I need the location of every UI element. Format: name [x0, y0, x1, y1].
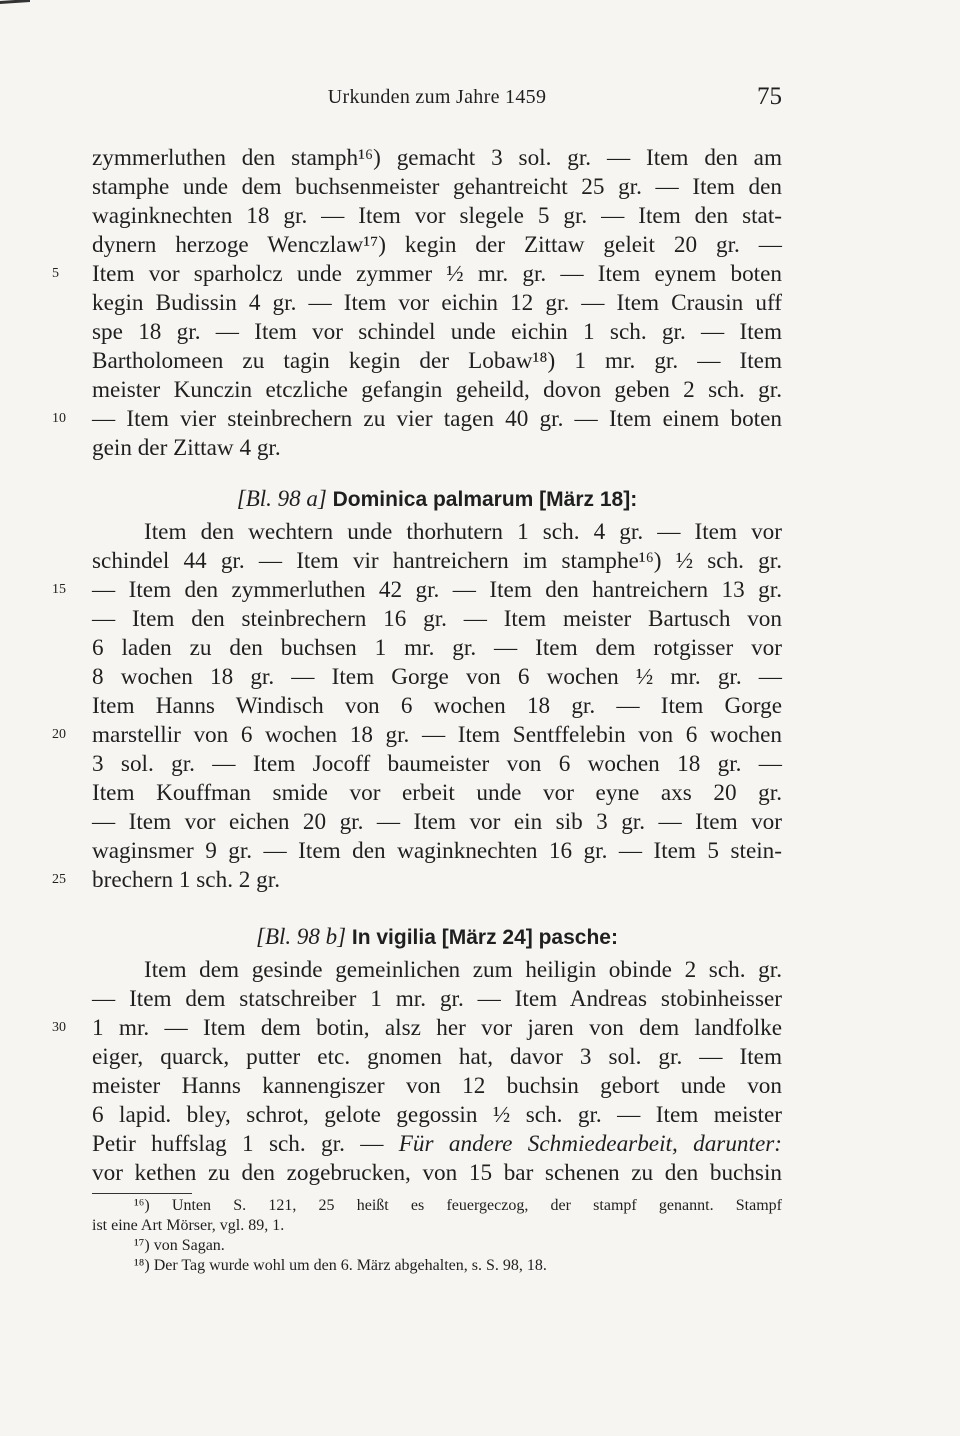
line-number: 20 [52, 727, 66, 742]
text-line: dynern herzoge Wenczlaw¹⁷) kegin der Zittaw geleit 20 gr. — [92, 232, 782, 258]
text-line: spe 18 gr. — Item vor schindel unde eichin 1 sch. gr. — Item [92, 319, 782, 345]
text-line: 3 sol. gr. — Item Jocoff baumeister von 6 wochen 18 gr. — [92, 751, 782, 777]
section-title: Dominica palmarum [März 18]: [332, 488, 638, 511]
text-line: Item vor sparholcz unde zymmer ½ mr. gr. — Item eynem boten [92, 261, 782, 287]
text-line: waginsmer 9 gr. — Item den waginknechten 16 gr. — Item 5 stein- [92, 838, 782, 864]
text-line: — Item vor eichen 20 gr. — Item vor ein sib 3 gr. — Item vor [92, 809, 782, 835]
text-span: Petir huffslag 1 sch. gr. — [92, 1131, 399, 1157]
text-line: eiger, quarck, putter etc. gnomen hat, davor 3 sol. gr. — Item [92, 1044, 782, 1070]
line-number: 25 [52, 872, 66, 887]
text-line: Item Hanns Windisch von 6 wochen 18 gr. — Item Gorge [92, 693, 782, 719]
text-line: meister Hanns kannengiszer von 12 buchsin gebort unde von [92, 1073, 782, 1099]
text-line: Item dem gesinde gemeinlichen zum heiligin obinde 2 sch. gr. [144, 957, 782, 983]
folio-reference: [Bl. 98 a] [236, 486, 327, 511]
section-heading [92, 484, 782, 515]
text-line: — Item den zymmerluthen 42 gr. — Item den hantreichern 13 gr. [92, 577, 782, 603]
footnote-continuation: ist eine Art Mörser, vgl. 89, 1. [92, 1217, 285, 1234]
footnote-rule [92, 1193, 192, 1194]
text-line: gein der Zittaw 4 gr. [92, 435, 281, 461]
text-line: — Item den steinbrechern 16 gr. — Item meister Bartusch von [92, 606, 782, 632]
line-number: 10 [52, 411, 66, 426]
page-number: 75 [757, 83, 782, 110]
footnote: ¹⁶) Unten S. 121, 25 heißt es feuergeczog, der stampf genannt. Stampf [134, 1197, 782, 1214]
text-line: Item Kouffman smide vor erbeit unde vor eyne axs 20 gr. [92, 780, 782, 806]
text-line: waginknechten 18 gr. — Item vor slegele 5 gr. — Item den stat- [92, 203, 782, 229]
line-number: 15 [52, 582, 66, 597]
text-line: marstellir von 6 wochen 18 gr. — Item Sentffelebin von 6 wochen [92, 722, 782, 748]
section-title: In vigilia [März 24] pasche: [351, 926, 618, 949]
text-line: 8 wochen 18 gr. — Item Gorge von 6 wochen ½ mr. gr. — [92, 664, 782, 690]
footnote: ¹⁸) Der Tag wurde wohl um den 6. März abgehalten, s. S. 98, 18. [134, 1257, 547, 1274]
text-line: schindel 44 gr. — Item vir hantreichern im stamphe¹⁶) ½ sch. gr. [92, 548, 782, 574]
text-line: vor kethen zu den zogebrucken, von 15 bar schenen zu den buchsin [92, 1160, 782, 1186]
scan-corner-mark [0, 0, 30, 18]
text-line: 1 mr. — Item dem botin, alsz her vor jaren von dem landfolke [92, 1015, 782, 1041]
text-line: meister Kunczin etczliche gefangin geheild, dovon geben 2 sch. gr. [92, 377, 782, 403]
text-line: Item den wechtern unde thorhutern 1 sch. 4 gr. — Item vor [144, 519, 782, 545]
text-line [92, 1130, 782, 1158]
text-line: — Item vier steinbrechern zu vier tagen 40 gr. — Item einem boten [92, 406, 782, 432]
running-title: Urkunden zum Jahre 1459 [327, 86, 547, 108]
footnote: ¹⁷) von Sagan. [134, 1237, 225, 1254]
text-line: 6 lapid. bley, schrot, gelote gegossin ½ sch. gr. — Item meister [92, 1102, 782, 1128]
text-line: stamphe unde dem buchsenmeister gehantreicht 25 gr. — Item den [92, 174, 782, 200]
line-number: 5 [52, 266, 59, 281]
text-line: brechern 1 sch. 2 gr. [92, 867, 281, 893]
page-header [92, 83, 782, 116]
text-line: 6 laden zu den buchsen 1 mr. gr. — Item dem rotgisser vor [92, 635, 782, 661]
line-number: 30 [52, 1020, 66, 1035]
section-heading [92, 922, 782, 953]
text-line: — Item dem statschreiber 1 mr. gr. — Item Andreas stobinheisser [92, 986, 782, 1012]
text-line: Bartholomeen zu tagin kegin der Lobaw¹⁸) 1 mr. gr. — Item [92, 348, 782, 374]
editorial-note: Für andere Schmiedearbeit, darunter: [398, 1131, 782, 1157]
text-line: zymmerluthen den stamph¹⁶) gemacht 3 sol. gr. — Item den am [92, 145, 782, 171]
text-line: kegin Budissin 4 gr. — Item vor eichin 12 gr. — Item Crausin uff [92, 290, 782, 316]
folio-reference: [Bl. 98 b] [256, 924, 347, 949]
